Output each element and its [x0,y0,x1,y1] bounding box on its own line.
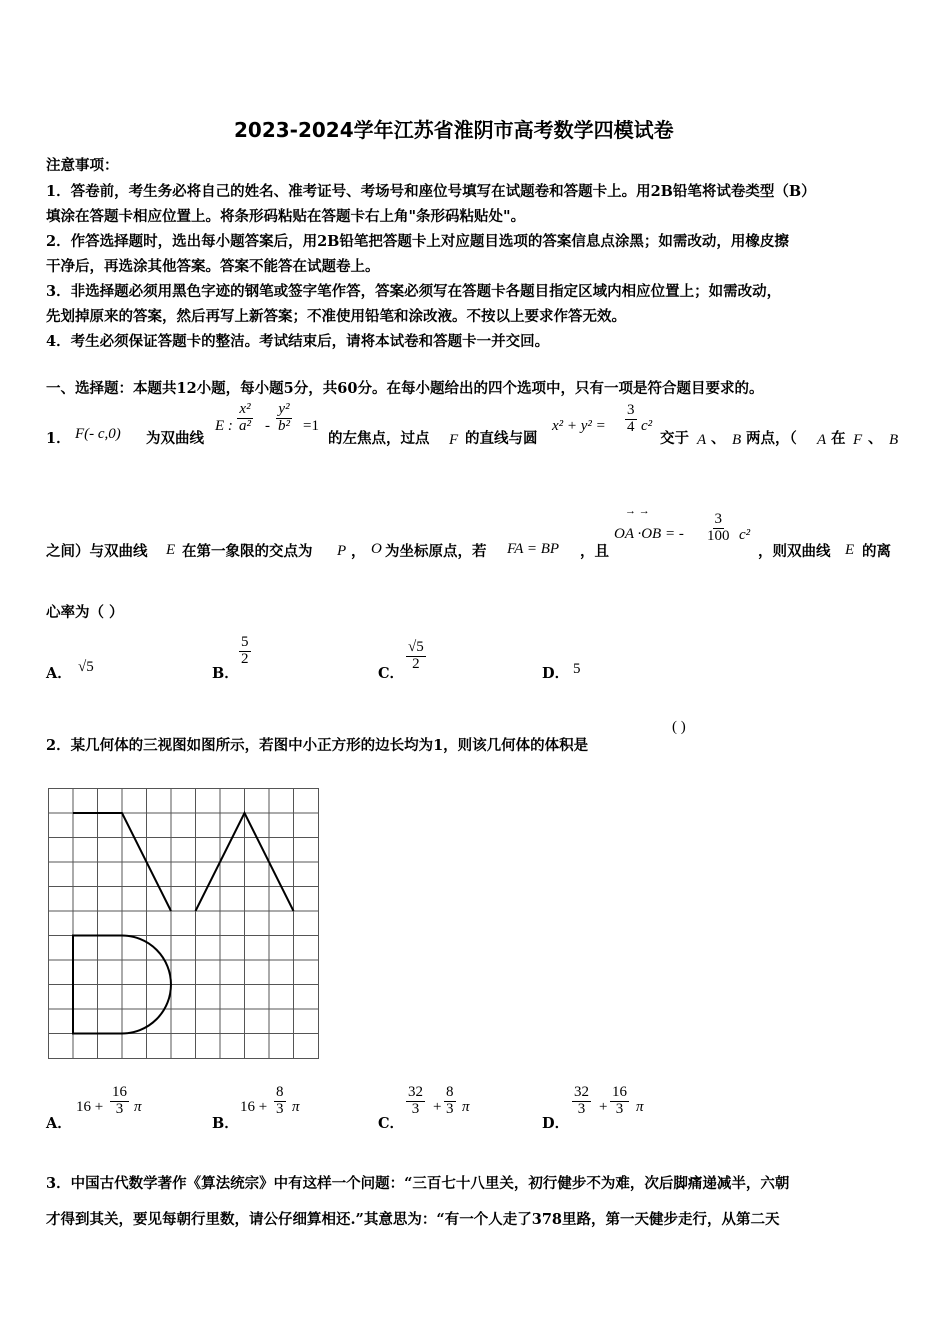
q1-sep: 、 [711,430,726,447]
q2-option-C-label: C． [378,1115,405,1132]
q1-text: 的直线与圆 [465,430,538,447]
notice-line: 先划掉原来的答案，然后再写上新答案；不准使用铅笔和涂改液。不按以上要求作答无效。 [46,308,626,325]
q1-text: 在第一象限的交点为 [182,543,313,560]
q1-frac-den: 100 [707,527,730,544]
notice-heading: 注意事项： [46,157,119,174]
q1-E: E [845,542,855,558]
q1-minus: - [265,418,270,434]
pi-symbol: π [134,1099,142,1115]
q1-c2: c² [641,418,653,434]
q2-option-A-frac [110,1085,129,1118]
pi-symbol: π [462,1099,470,1115]
notice-line: 3．非选择题必须用黑色字迹的钢笔或签字笔作答，答案必须写在答题卡各题目指定区域内相应位置上；如需改动， [46,283,782,300]
notice-line: 1．答卷前，考生务必将自己的姓名、准考证号、考场号和座位号填写在试题卷和答题卡上。用2B铅笔将试卷类型（B） [46,183,816,200]
q1-text: 在 [831,430,846,447]
q1-frac-den: 4 [627,418,635,435]
notice-line: 填涂在答题卡相应位置上。将条形码粘贴在答题卡右上角"条形码粘贴处"。 [46,208,526,225]
q1-F: F [449,432,459,448]
q1-text: 交于 [660,430,689,447]
frac-den: 3 [276,1100,284,1117]
figure-grid [48,788,319,1059]
vector-arrows: → → [625,505,650,517]
frac-den: 2 [241,650,249,667]
frac-num: √5 [408,639,424,655]
three-view-figure [46,786,322,1062]
q1-frac-x [237,402,253,435]
q1-frac-num: y² [278,401,290,417]
frac-num: 16 [612,1084,627,1100]
plus-sign: + [599,1099,608,1115]
frac-num: 32 [574,1084,589,1100]
q1-text: 两点，（ [746,430,797,447]
q1-option-D-label: D． [542,665,570,682]
q2-option-B-pre: 16 + [240,1099,268,1115]
q1-A: A [697,432,707,448]
q1-option-B-frac [239,635,251,668]
q1-frac-y [276,402,292,435]
q1-text: 为坐标原点，若 [385,543,487,560]
q1-P: P [337,543,347,559]
q1-text: ，则双曲线 [758,543,831,560]
q1-c2: c² [739,527,751,543]
q1-option-D-value: 5 [573,661,581,677]
q1-option-A-value: √5 [78,659,94,675]
q1-circle-lhs: x² + y² = [552,418,606,434]
q1-frac-den: a² [239,417,251,434]
q2-option-B-label: B． [212,1115,239,1132]
frac-den: 2 [412,655,420,672]
q1-frac-3-4 [625,403,637,436]
notice-line: 4．考生必须保证答题卡的整洁。考试结束后，请将本试卷和答题卡一并交回。 [46,333,550,350]
q2-option-A-pre: 16 + [76,1099,104,1115]
notice-line: 干净后，再选涂其他答案。答案不能答在试题卷上。 [46,258,380,275]
q1-text: 心率为（ ） [46,604,124,621]
frac-den: 3 [115,1100,124,1117]
q3-line: 才得到其关，要见每朝行里数，请公仔细算相还.”其意思为：“有一个人走了378里路，第一天健步走行，从第二天 [46,1211,780,1228]
q2-option-D-label: D． [542,1115,570,1132]
q2-option-D-frac1 [572,1085,591,1118]
q1-option-B-label: B． [212,665,239,682]
q1-B: B [732,432,742,448]
frac-den: 3 [446,1100,454,1117]
frac-num: 8 [446,1084,454,1100]
q2-text: 2．某几何体的三视图如图所示，若图中小正方形的边长均为1，则该几何体的体积是 [46,737,589,754]
q1-text: 的离 [862,543,891,560]
q1-option-C-label: C． [378,665,405,682]
plus-sign: + [433,1099,442,1115]
notice-line: 2．作答选择题时，选出每小题答案后，用2B铅笔把答题卡上对应题目选项的答案信息点涂黑；如需改动，用橡皮擦 [46,233,789,250]
q2-option-D-frac2 [610,1085,629,1118]
frac-num: 5 [241,634,249,650]
q3-line: 3．中国古代数学著作《算法统宗》中有这样一个问题：“三百七十八里关，初行健步不为难，次后脚痛递减半，六朝 [46,1175,790,1192]
section-heading: 一、选择题：本题共12小题，每小题5分，共60分。在每小题给出的四个选项中，只有一项是符合题目要求的。 [46,380,764,397]
q1-A: A [817,432,827,448]
frac-num: 8 [276,1084,284,1100]
frac-den: 3 [411,1100,420,1117]
q1-text: 之间）与双曲线 [46,543,148,560]
q1-O: O [371,541,382,557]
q1-option-C-frac [406,640,426,673]
q1-sep: 、 [868,430,883,447]
q1-frac-num: 3 [714,511,722,527]
q1-point-F: F(- c,0) [75,426,121,442]
q2-answer-paren: ( ) [672,719,686,735]
q1-hyperbola-name: E : [215,418,233,434]
q1-frac-den: b² [278,417,290,434]
q1-eq: =1 [303,418,319,434]
q2-option-C-frac1 [406,1085,425,1118]
q1-E: E [166,542,176,558]
q1-option-A-label: A． [46,665,72,682]
q1-text: ，且 [580,543,609,560]
q1-frac-3-100 [705,512,732,545]
frac-num: 16 [112,1084,127,1100]
q1-frac-num: 3 [627,402,635,418]
q2-option-A-label: A． [46,1115,72,1132]
q1-text: 为双曲线 [146,430,204,447]
q1-condition: FA = BP [507,541,560,557]
q1-sep: ， [351,543,366,560]
page-title: 2023-2024学年江苏省淮阴市高考数学四模试卷 [234,118,674,142]
q2-option-B-frac [274,1085,286,1118]
q1-dot-product: OA ·OB = - [614,526,684,542]
frac-num: 32 [408,1084,423,1100]
q2-option-C-frac2 [444,1085,456,1118]
pi-symbol: π [636,1099,644,1115]
q1-F: F [853,432,863,448]
frac-den: 3 [615,1100,624,1117]
q1-text: 的左焦点，过点 [328,430,430,447]
pi-symbol: π [292,1099,300,1115]
q1-frac-num: x² [239,401,251,417]
frac-den: 3 [577,1100,586,1117]
q1-number: 1． [46,430,71,447]
q1-B: B [889,432,899,448]
